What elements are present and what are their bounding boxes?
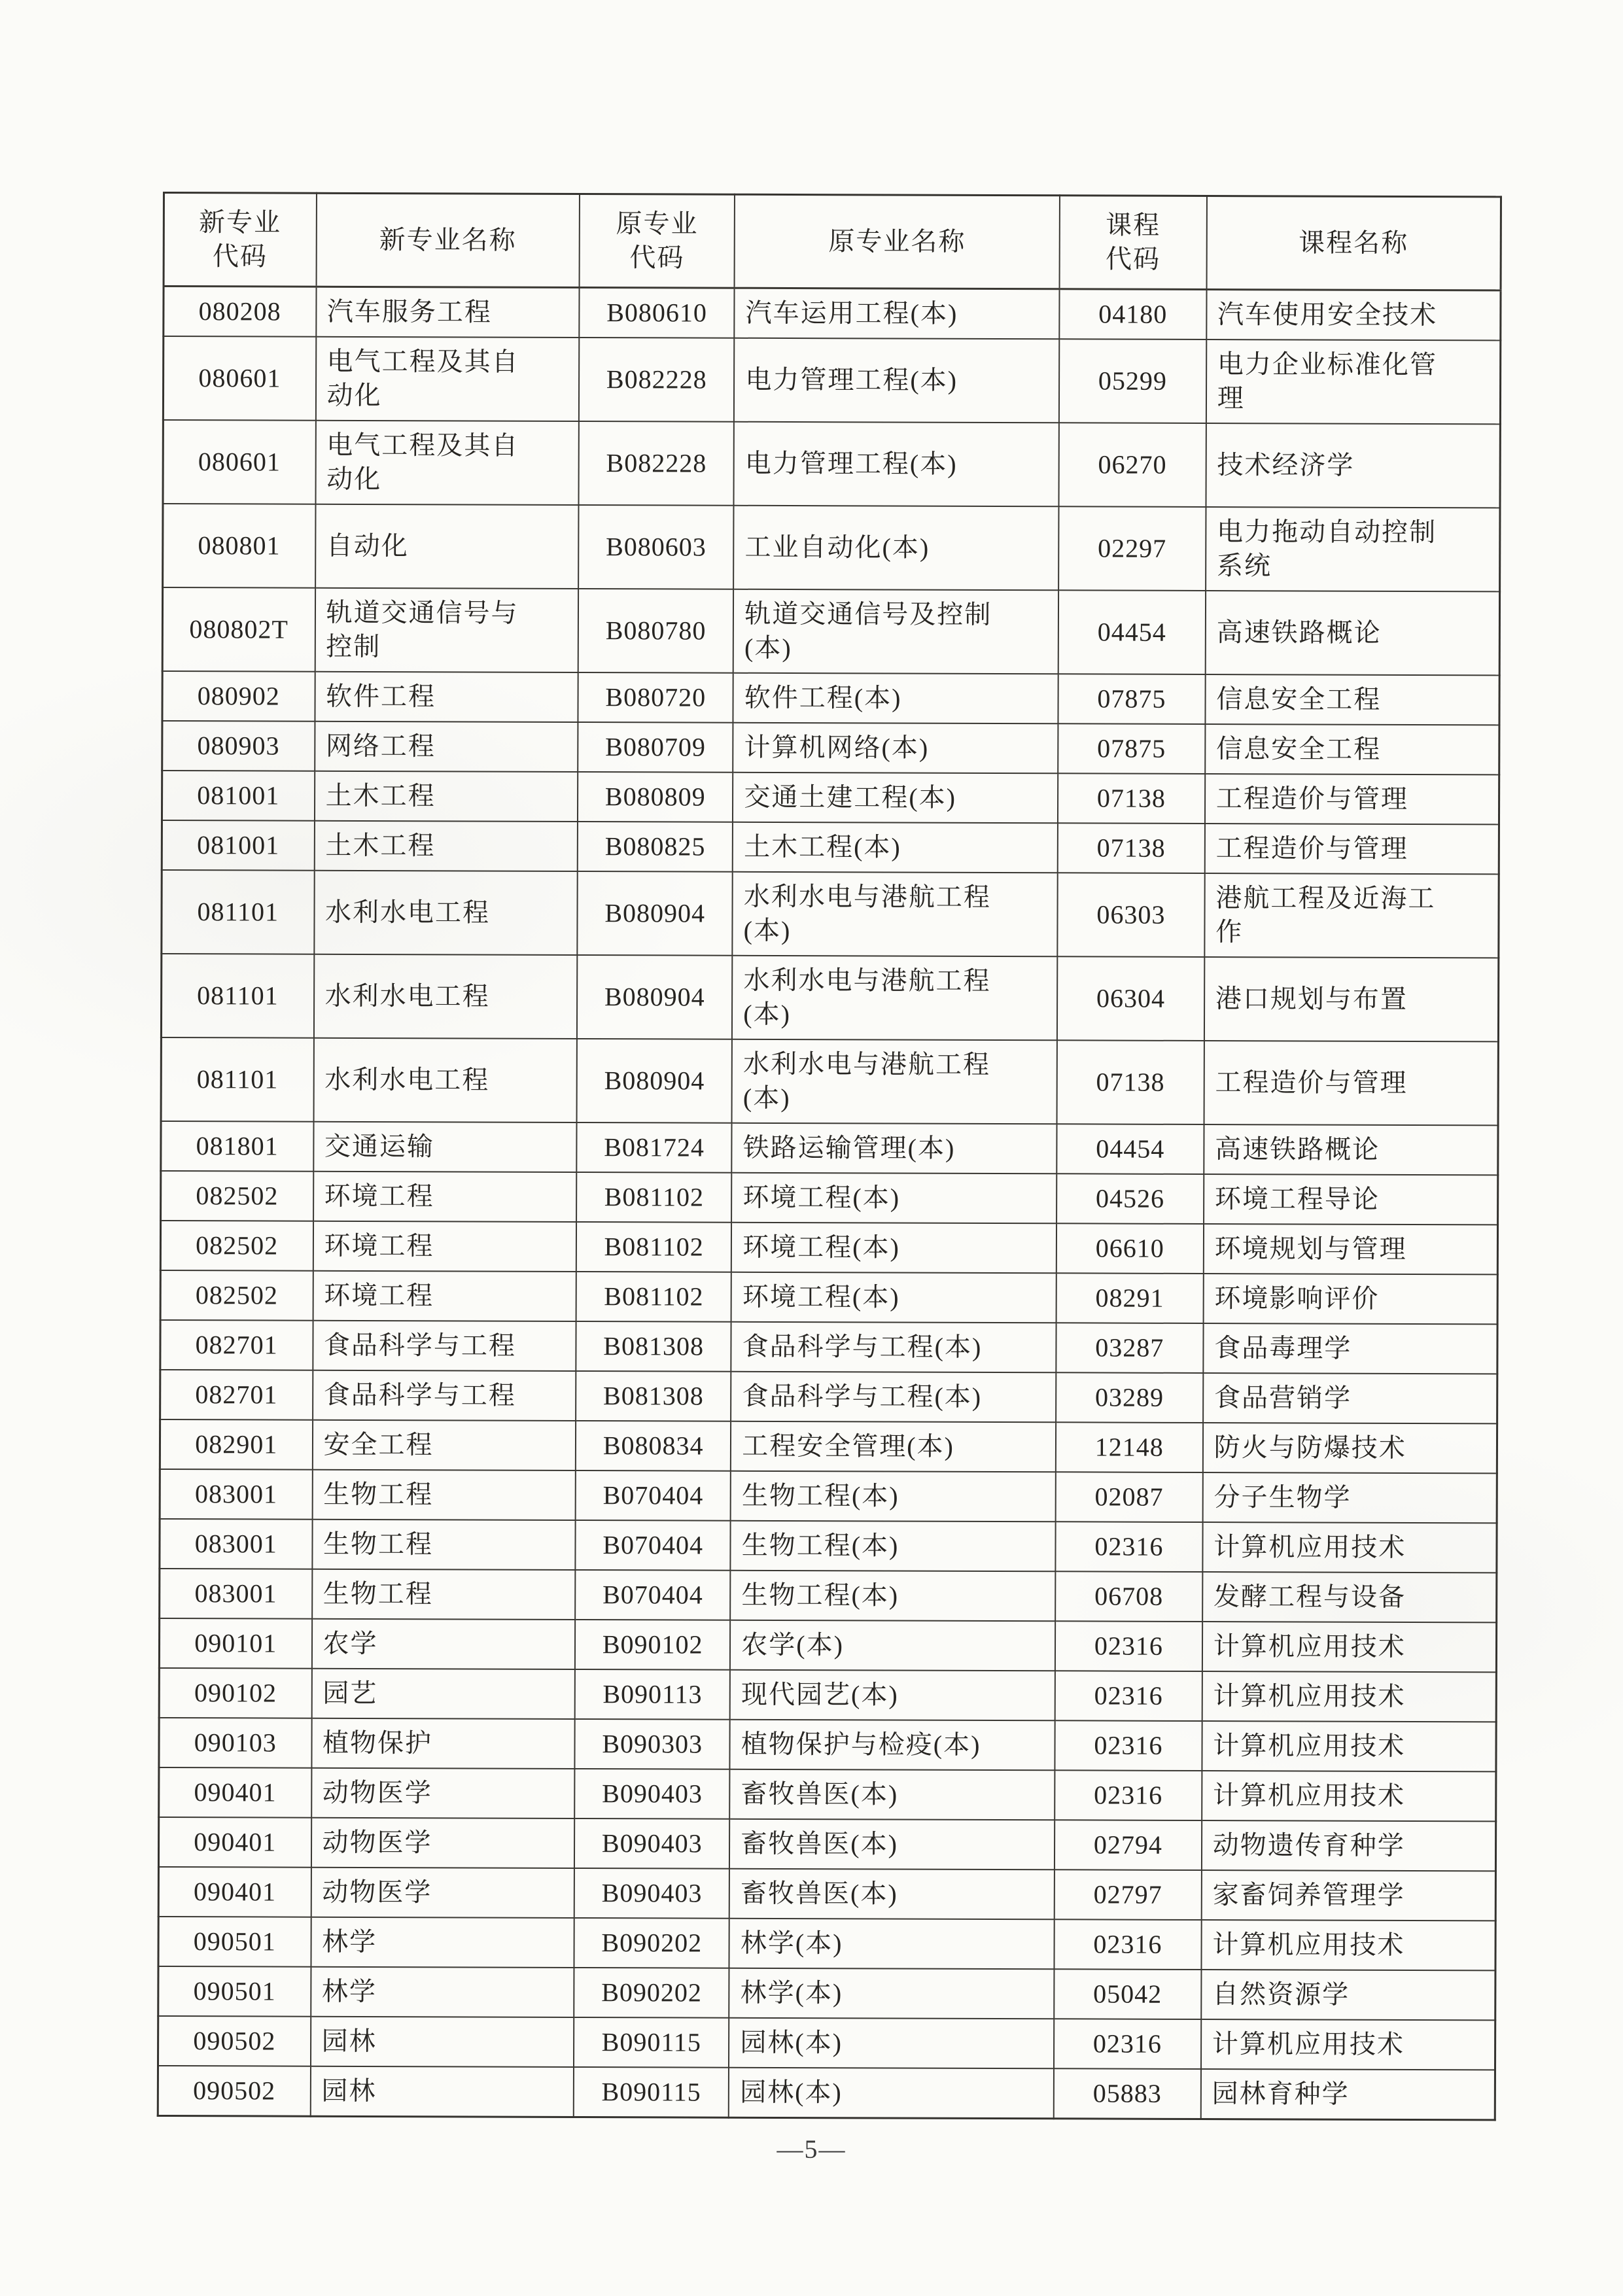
cell-course_name: 计算机应用技术	[1202, 1622, 1497, 1672]
column-header-course_name: 课程名称	[1206, 196, 1501, 290]
cell-old_code: B090303	[575, 1719, 730, 1769]
cell-old_name: 工程安全管理(本)	[731, 1421, 1056, 1472]
table-row	[161, 1171, 1498, 1225]
cell-new_name: 动物医学	[311, 1818, 574, 1868]
column-header-new_code: 新专业 代码	[164, 193, 316, 287]
table-row	[162, 820, 1499, 874]
cell-old_code: B081308	[576, 1321, 731, 1372]
cell-old_code: B090102	[575, 1620, 730, 1670]
cell-course_name: 环境工程导论	[1204, 1174, 1498, 1225]
cell-old_code: B090202	[574, 1968, 729, 2018]
cell-old_name: 工业自动化(本)	[733, 506, 1058, 591]
cell-course_name: 技术经济学	[1206, 423, 1500, 508]
cell-course_name: 信息安全工程	[1205, 674, 1499, 725]
cell-course_name: 分子生物学	[1202, 1472, 1497, 1523]
cell-course_code: 02316	[1055, 1522, 1202, 1572]
table-row	[159, 1767, 1496, 1821]
cell-new_code: 080903	[162, 721, 315, 771]
cell-old_code: B090403	[574, 1769, 729, 1819]
cell-course_code: 05883	[1054, 2068, 1201, 2119]
cell-course_code: 06610	[1056, 1223, 1204, 1274]
cell-new_code: 090502	[158, 2066, 310, 2116]
cell-course_name: 信息安全工程	[1205, 724, 1499, 774]
cell-old_code: B070404	[575, 1570, 730, 1620]
cell-course_name: 发酵工程与设备	[1202, 1572, 1497, 1622]
cell-old_name: 轨道交通信号及控制 (本)	[733, 589, 1058, 674]
cell-old_name: 食品科学与工程(本)	[731, 1372, 1056, 1423]
cell-old_code: B081102	[576, 1222, 731, 1272]
cell-old_code: B081724	[576, 1122, 731, 1173]
cell-old_name: 汽车运用工程(本)	[735, 288, 1060, 339]
table-row	[161, 954, 1498, 1041]
cell-new_code: 080208	[164, 287, 316, 337]
table-body	[158, 287, 1501, 2120]
cell-old_name: 畜牧兽医(本)	[729, 1869, 1055, 1920]
cell-new_name: 轨道交通信号与 控制	[315, 588, 578, 672]
cell-old_code: B082228	[579, 421, 734, 506]
cell-course_code: 06270	[1058, 423, 1206, 507]
cell-old_name: 环境工程(本)	[731, 1173, 1056, 1224]
cell-old_name: 畜牧兽医(本)	[729, 1769, 1055, 1820]
cell-new_code: 082502	[161, 1171, 313, 1221]
table-row	[160, 1569, 1497, 1622]
cell-new_name: 土木工程	[314, 821, 578, 871]
cell-course_code: 07138	[1058, 823, 1205, 873]
cell-new_code: 081801	[161, 1121, 313, 1172]
cell-new_code: 082701	[160, 1370, 313, 1420]
table-row	[158, 2066, 1495, 2120]
cell-course_code: 02316	[1055, 1770, 1202, 1820]
cell-old_name: 土木工程(本)	[733, 822, 1058, 873]
cell-course_code: 07875	[1058, 674, 1205, 724]
cell-course_code: 02316	[1055, 1671, 1202, 1721]
cell-old_name: 电力管理工程(本)	[734, 422, 1059, 507]
cell-course_name: 防火与防爆技术	[1203, 1423, 1497, 1473]
cell-old_name: 园林(本)	[729, 2068, 1054, 2119]
table-row	[163, 420, 1500, 508]
cell-old_name: 食品科学与工程(本)	[731, 1322, 1056, 1373]
cell-new_code: 081001	[162, 771, 314, 821]
cell-old_code: B080904	[577, 1039, 732, 1123]
cell-course_name: 计算机应用技术	[1202, 1671, 1496, 1722]
table-row	[161, 1121, 1498, 1175]
cell-course_code: 07875	[1058, 723, 1205, 774]
cell-course_code: 07138	[1058, 773, 1205, 824]
cell-course_code: 02794	[1055, 1820, 1202, 1870]
cell-course_code: 03287	[1056, 1323, 1203, 1373]
cell-new_name: 交通运输	[313, 1122, 577, 1172]
column-header-course_code: 课程 代码	[1059, 196, 1206, 290]
cell-old_code: B090202	[574, 1918, 729, 1968]
table-row	[162, 721, 1499, 774]
table-row	[163, 504, 1500, 591]
cell-new_name: 水利水电工程	[313, 954, 577, 1039]
cell-course_code: 02297	[1058, 506, 1206, 591]
cell-course_code: 06708	[1055, 1571, 1202, 1622]
table-row	[162, 587, 1499, 675]
cell-course_code: 03289	[1056, 1372, 1203, 1423]
table-row	[158, 1867, 1495, 1921]
cell-old_name: 园林(本)	[729, 2018, 1054, 2069]
cell-old_code: B080809	[578, 772, 733, 822]
cell-old_code: B090403	[574, 1818, 729, 1869]
cell-course_code: 04180	[1059, 289, 1206, 339]
table-row	[159, 1618, 1496, 1672]
cell-old_name: 水利水电与港航工程 (本)	[732, 1039, 1057, 1124]
table-row	[160, 1320, 1497, 1374]
cell-new_name: 生物工程	[312, 1520, 576, 1570]
cell-old_code: B070404	[576, 1520, 731, 1571]
cell-course_name: 园林育种学	[1201, 2069, 1495, 2120]
cell-course_code: 08291	[1056, 1273, 1204, 1323]
cell-new_code: 081001	[162, 820, 314, 871]
cell-old_code: B082228	[579, 338, 734, 422]
cell-new_code: 080902	[162, 671, 315, 722]
cell-new_code: 083001	[160, 1569, 312, 1619]
table-row	[162, 671, 1499, 725]
cell-course_name: 食品营销学	[1203, 1373, 1497, 1423]
cell-old_code: B081308	[576, 1371, 731, 1421]
cell-course_code: 04526	[1056, 1174, 1204, 1224]
cell-course_name: 计算机应用技术	[1202, 1522, 1497, 1573]
cell-old_code: B080904	[578, 871, 733, 956]
table-sheet	[157, 192, 1502, 2121]
page-number: —5—	[777, 2134, 846, 2164]
table-row	[158, 1917, 1495, 1970]
cell-new_code: 090102	[159, 1668, 311, 1718]
cell-old_code: B080610	[579, 288, 734, 338]
cell-new_name: 自动化	[315, 504, 579, 589]
cell-new_name: 安全工程	[312, 1420, 576, 1470]
table-row	[162, 870, 1499, 958]
cell-old_name: 林学(本)	[729, 1919, 1055, 1970]
cell-old_name: 电力管理工程(本)	[734, 338, 1059, 423]
cell-new_code: 090401	[159, 1767, 311, 1818]
cell-course_name: 工程造价与管理	[1205, 774, 1499, 824]
cell-old_name: 现代园艺(本)	[730, 1670, 1055, 1721]
cell-new_name: 水利水电工程	[314, 871, 578, 955]
cell-course_name: 计算机应用技术	[1201, 1920, 1495, 1970]
cell-course_code: 04454	[1056, 1124, 1204, 1174]
cell-course_code: 06304	[1057, 956, 1204, 1041]
cell-new_name: 环境工程	[313, 1271, 576, 1321]
table-row	[160, 1221, 1497, 1274]
cell-new_name: 网络工程	[315, 722, 578, 772]
cell-old_code: B081102	[576, 1172, 731, 1223]
cell-course_name: 高速铁路概论	[1205, 591, 1499, 675]
cell-new_name: 林学	[311, 1917, 574, 1968]
cell-new_code: 090401	[158, 1867, 311, 1917]
table-row	[159, 1718, 1496, 1771]
table-row	[160, 1370, 1497, 1423]
cell-course_code: 02316	[1055, 1621, 1202, 1671]
cell-old_code: B080603	[578, 505, 733, 589]
cell-new_name: 水利水电工程	[313, 1038, 577, 1122]
cell-course_code: 02316	[1054, 1919, 1201, 1970]
table-row	[158, 2016, 1495, 2070]
cell-old_code: B080825	[578, 822, 733, 872]
cell-course_code: 02316	[1055, 1720, 1202, 1771]
table-row	[164, 287, 1501, 341]
cell-course_code: 04454	[1058, 590, 1206, 674]
cell-new_name: 电气工程及其自 动化	[315, 337, 579, 421]
cell-course_code: 02087	[1056, 1472, 1203, 1522]
cell-course_code: 05042	[1054, 1969, 1201, 2019]
cell-old_name: 林学(本)	[729, 1968, 1054, 2019]
major-course-conversion-table	[157, 192, 1502, 2121]
cell-new_name: 动物医学	[311, 1768, 575, 1818]
cell-course_code: 05299	[1059, 339, 1206, 423]
cell-new_code: 090501	[158, 1917, 311, 1967]
cell-new_name: 生物工程	[312, 1569, 576, 1620]
column-header-old_name: 原专业名称	[735, 194, 1060, 289]
cell-old_code: B080780	[578, 589, 733, 673]
cell-old_code: B080904	[577, 955, 732, 1039]
cell-new_code: 080801	[163, 504, 315, 588]
cell-old_name: 环境工程(本)	[731, 1272, 1056, 1323]
cell-old_name: 水利水电与港航工程 (本)	[732, 956, 1057, 1041]
cell-new_name: 园林	[310, 2066, 574, 2117]
cell-old_name: 生物工程(本)	[731, 1521, 1056, 1572]
cell-new_name: 汽车服务工程	[316, 287, 580, 338]
cell-course_name: 汽车使用安全技术	[1206, 290, 1501, 341]
cell-course_name: 计算机应用技术	[1202, 1721, 1496, 1771]
cell-old_name: 畜牧兽医(本)	[729, 1819, 1055, 1870]
cell-new_name: 动物医学	[311, 1868, 574, 1918]
cell-old_code: B070404	[576, 1470, 731, 1521]
cell-old_name: 交通土建工程(本)	[733, 773, 1058, 824]
table-row	[163, 336, 1500, 424]
cell-new_code: 090501	[158, 1966, 311, 2017]
cell-old_name: 环境工程(本)	[731, 1223, 1056, 1274]
cell-old_name: 生物工程(本)	[731, 1471, 1056, 1522]
cell-course_code: 12148	[1056, 1422, 1203, 1472]
cell-old_name: 生物工程(本)	[730, 1571, 1055, 1622]
cell-new_code: 081101	[162, 870, 314, 954]
cell-new_code: 083001	[160, 1469, 312, 1520]
cell-new_name: 园林	[311, 2017, 574, 2067]
cell-old_code: B080834	[576, 1421, 731, 1471]
cell-old_name: 植物保护与检疫(本)	[730, 1720, 1055, 1771]
table-header	[164, 193, 1501, 290]
cell-new_code: 090101	[159, 1618, 311, 1669]
cell-new_name: 农学	[311, 1619, 575, 1669]
cell-old_code: B080720	[578, 672, 733, 723]
header-row	[164, 193, 1501, 290]
cell-course_code: 02797	[1055, 1870, 1202, 1920]
cell-new_name: 电气工程及其自 动化	[315, 421, 579, 505]
cell-new_code: 090502	[158, 2016, 310, 2066]
column-header-old_code: 原专业 代码	[580, 194, 735, 288]
cell-new_name: 园艺	[311, 1669, 575, 1719]
cell-new_name: 环境工程	[313, 1221, 576, 1272]
cell-old_name: 铁路运输管理(本)	[732, 1123, 1057, 1174]
cell-new_code: 080601	[163, 336, 315, 421]
cell-old_code: B090115	[574, 2067, 729, 2117]
cell-old_name: 软件工程(本)	[733, 673, 1058, 724]
cell-course_code: 07138	[1056, 1040, 1204, 1124]
cell-course_code: 02316	[1054, 2019, 1201, 2069]
cell-new_code: 082901	[160, 1419, 312, 1470]
cell-new_name: 林学	[311, 1967, 574, 2017]
cell-course_name: 动物遗传育种学	[1202, 1820, 1496, 1871]
cell-course_name: 电力企业标准化管 理	[1206, 339, 1501, 424]
cell-new_code: 082701	[160, 1320, 313, 1370]
cell-course_name: 计算机应用技术	[1201, 2019, 1495, 2070]
cell-new_code: 081101	[161, 954, 313, 1038]
cell-new_name: 生物工程	[312, 1470, 576, 1520]
column-header-new_name: 新专业名称	[316, 193, 580, 287]
cell-new_code: 080802T	[162, 587, 315, 672]
table-row	[158, 1817, 1495, 1871]
cell-old_name: 计算机网络(本)	[733, 723, 1058, 774]
cell-old_code: B080709	[578, 722, 733, 773]
cell-new_name: 植物保护	[311, 1718, 575, 1769]
table-row	[161, 1037, 1498, 1125]
cell-old_code: B090115	[574, 2017, 729, 2068]
cell-new_name: 环境工程	[313, 1172, 577, 1222]
table-row	[160, 1519, 1497, 1573]
table-row	[160, 1270, 1497, 1324]
cell-new_code: 082502	[160, 1270, 313, 1321]
cell-course_name: 港航工程及近海工 作	[1204, 873, 1499, 958]
cell-old_code: B090113	[575, 1669, 730, 1720]
cell-new_code: 090401	[158, 1817, 311, 1868]
cell-new_code: 090103	[159, 1718, 311, 1768]
cell-new_code: 081101	[161, 1037, 313, 1122]
cell-new_code: 080601	[163, 420, 315, 504]
cell-course_name: 家畜饲养管理学	[1201, 1870, 1495, 1921]
cell-course_code: 06303	[1057, 873, 1204, 957]
cell-course_name: 环境影响评价	[1203, 1274, 1497, 1324]
table-row	[158, 1966, 1495, 2020]
cell-old_name: 农学(本)	[730, 1620, 1055, 1671]
cell-new_name: 食品科学与工程	[313, 1370, 576, 1421]
cell-new_code: 082502	[160, 1221, 313, 1271]
cell-course_name: 计算机应用技术	[1202, 1771, 1496, 1821]
cell-new_name: 软件工程	[315, 672, 578, 722]
cell-new_name: 食品科学与工程	[313, 1321, 576, 1371]
cell-new_code: 083001	[160, 1519, 312, 1569]
cell-course_name: 食品毒理学	[1203, 1323, 1497, 1374]
cell-course_name: 高速铁路概论	[1204, 1124, 1498, 1175]
cell-old_code: B081102	[576, 1272, 731, 1322]
cell-course_name: 港口规划与布置	[1204, 957, 1499, 1041]
table-row	[160, 1419, 1497, 1473]
cell-old_code: B090403	[574, 1868, 729, 1919]
cell-course_name: 工程造价与管理	[1205, 824, 1499, 874]
cell-course_name: 电力拖动自动控制 系统	[1206, 507, 1500, 591]
table-row	[159, 1668, 1496, 1722]
cell-old_name: 水利水电与港航工程 (本)	[733, 872, 1058, 957]
cell-course_name: 环境规划与管理	[1204, 1224, 1498, 1274]
cell-new_name: 土木工程	[314, 771, 578, 822]
cell-course_name: 工程造价与管理	[1204, 1041, 1498, 1125]
cell-course_name: 自然资源学	[1201, 1970, 1495, 2020]
table-row	[162, 771, 1499, 824]
table-row	[160, 1469, 1497, 1523]
